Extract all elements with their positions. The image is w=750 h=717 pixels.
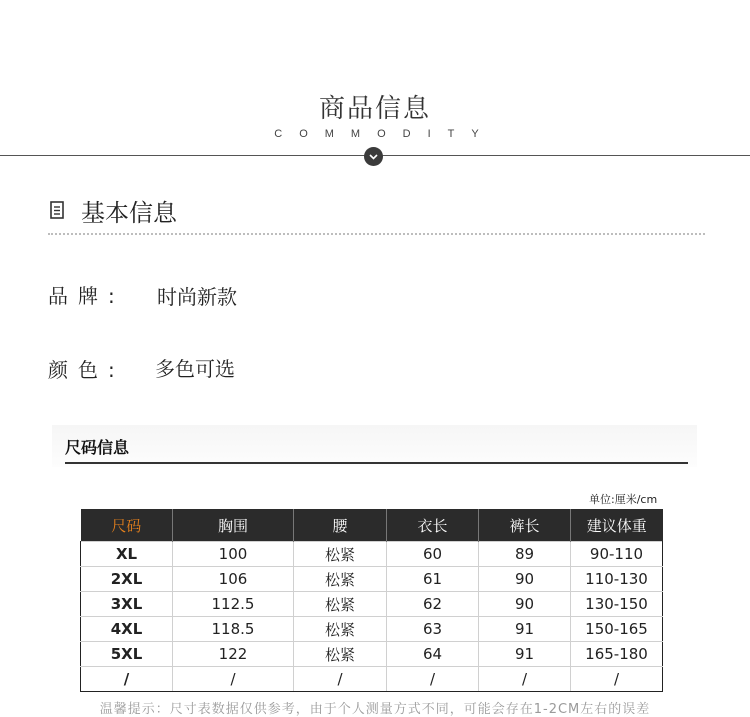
table-cell: 松紧 xyxy=(294,592,387,617)
color-value: 多色可选 xyxy=(155,357,235,381)
table-cell: 150-165 xyxy=(571,617,663,642)
table-cell: 100 xyxy=(173,542,294,567)
column-header: 衣长 xyxy=(387,510,479,542)
table-cell: / xyxy=(571,667,663,692)
size-note: 温馨提示：尺寸表数据仅供参考，由于个人测量方式不同，可能会存在1-2CM左右的误差 xyxy=(99,702,651,717)
brand-row xyxy=(48,280,115,309)
table-row xyxy=(81,592,663,617)
dotted-divider xyxy=(48,233,705,235)
table-cell: 61 xyxy=(387,567,479,592)
table-cell: 89 xyxy=(479,542,571,567)
table-cell: 62 xyxy=(387,592,479,617)
size-title-band xyxy=(52,425,697,467)
table-cell: 2XL xyxy=(81,567,173,592)
table-cell: / xyxy=(173,667,294,692)
size-title-rule xyxy=(65,462,688,464)
table-cell: 64 xyxy=(387,642,479,667)
brand-label: 品牌 xyxy=(48,284,108,308)
column-header: 裤长 xyxy=(479,510,571,542)
table-cell: / xyxy=(387,667,479,692)
column-header: 胸围 xyxy=(173,510,294,542)
brand-colon: : xyxy=(108,284,115,308)
column-header: 腰 xyxy=(294,510,387,542)
table-cell: 112.5 xyxy=(173,592,294,617)
size-table-header xyxy=(81,510,663,542)
table-cell: 松紧 xyxy=(294,642,387,667)
color-colon: : xyxy=(108,358,115,382)
table-cell: 5XL xyxy=(81,642,173,667)
table-cell: XL xyxy=(81,542,173,567)
chevron-down-icon xyxy=(364,147,383,166)
table-cell: 60 xyxy=(387,542,479,567)
table-cell: 松紧 xyxy=(294,542,387,567)
page-title: 商品信息 xyxy=(318,94,431,124)
table-cell: 91 xyxy=(479,617,571,642)
table-cell: 3XL xyxy=(81,592,173,617)
column-header: 尺码 xyxy=(81,510,173,542)
table-cell: 90 xyxy=(479,592,571,617)
table-cell: 63 xyxy=(387,617,479,642)
table-cell: 90 xyxy=(479,567,571,592)
table-cell: 106 xyxy=(173,567,294,592)
table-row xyxy=(81,642,663,667)
size-table xyxy=(80,509,663,692)
table-row xyxy=(81,617,663,642)
size-info-title: 尺码信息 xyxy=(65,438,130,457)
document-icon xyxy=(50,201,64,219)
brand-value: 时尚新款 xyxy=(157,285,237,309)
basic-info-title: 基本信息 xyxy=(81,199,177,227)
table-cell: / xyxy=(479,667,571,692)
table-cell: 90-110 xyxy=(571,542,663,567)
table-cell: 118.5 xyxy=(173,617,294,642)
page-subtitle: COMMODITY xyxy=(274,128,496,140)
column-header: 建议体重 xyxy=(571,510,663,542)
table-cell: / xyxy=(294,667,387,692)
table-row xyxy=(81,667,663,692)
table-cell: 松紧 xyxy=(294,617,387,642)
table-row xyxy=(81,567,663,592)
table-cell: / xyxy=(81,667,173,692)
table-cell: 91 xyxy=(479,642,571,667)
table-cell: 165-180 xyxy=(571,642,663,667)
table-row xyxy=(81,542,663,567)
table-cell: 4XL xyxy=(81,617,173,642)
color-label: 颜色 xyxy=(48,358,108,382)
table-cell: 122 xyxy=(173,642,294,667)
table-cell: 130-150 xyxy=(571,592,663,617)
color-row xyxy=(48,354,115,383)
unit-label: 单位:厘米/cm xyxy=(589,493,658,506)
table-cell: 110-130 xyxy=(571,567,663,592)
table-cell: 松紧 xyxy=(294,567,387,592)
